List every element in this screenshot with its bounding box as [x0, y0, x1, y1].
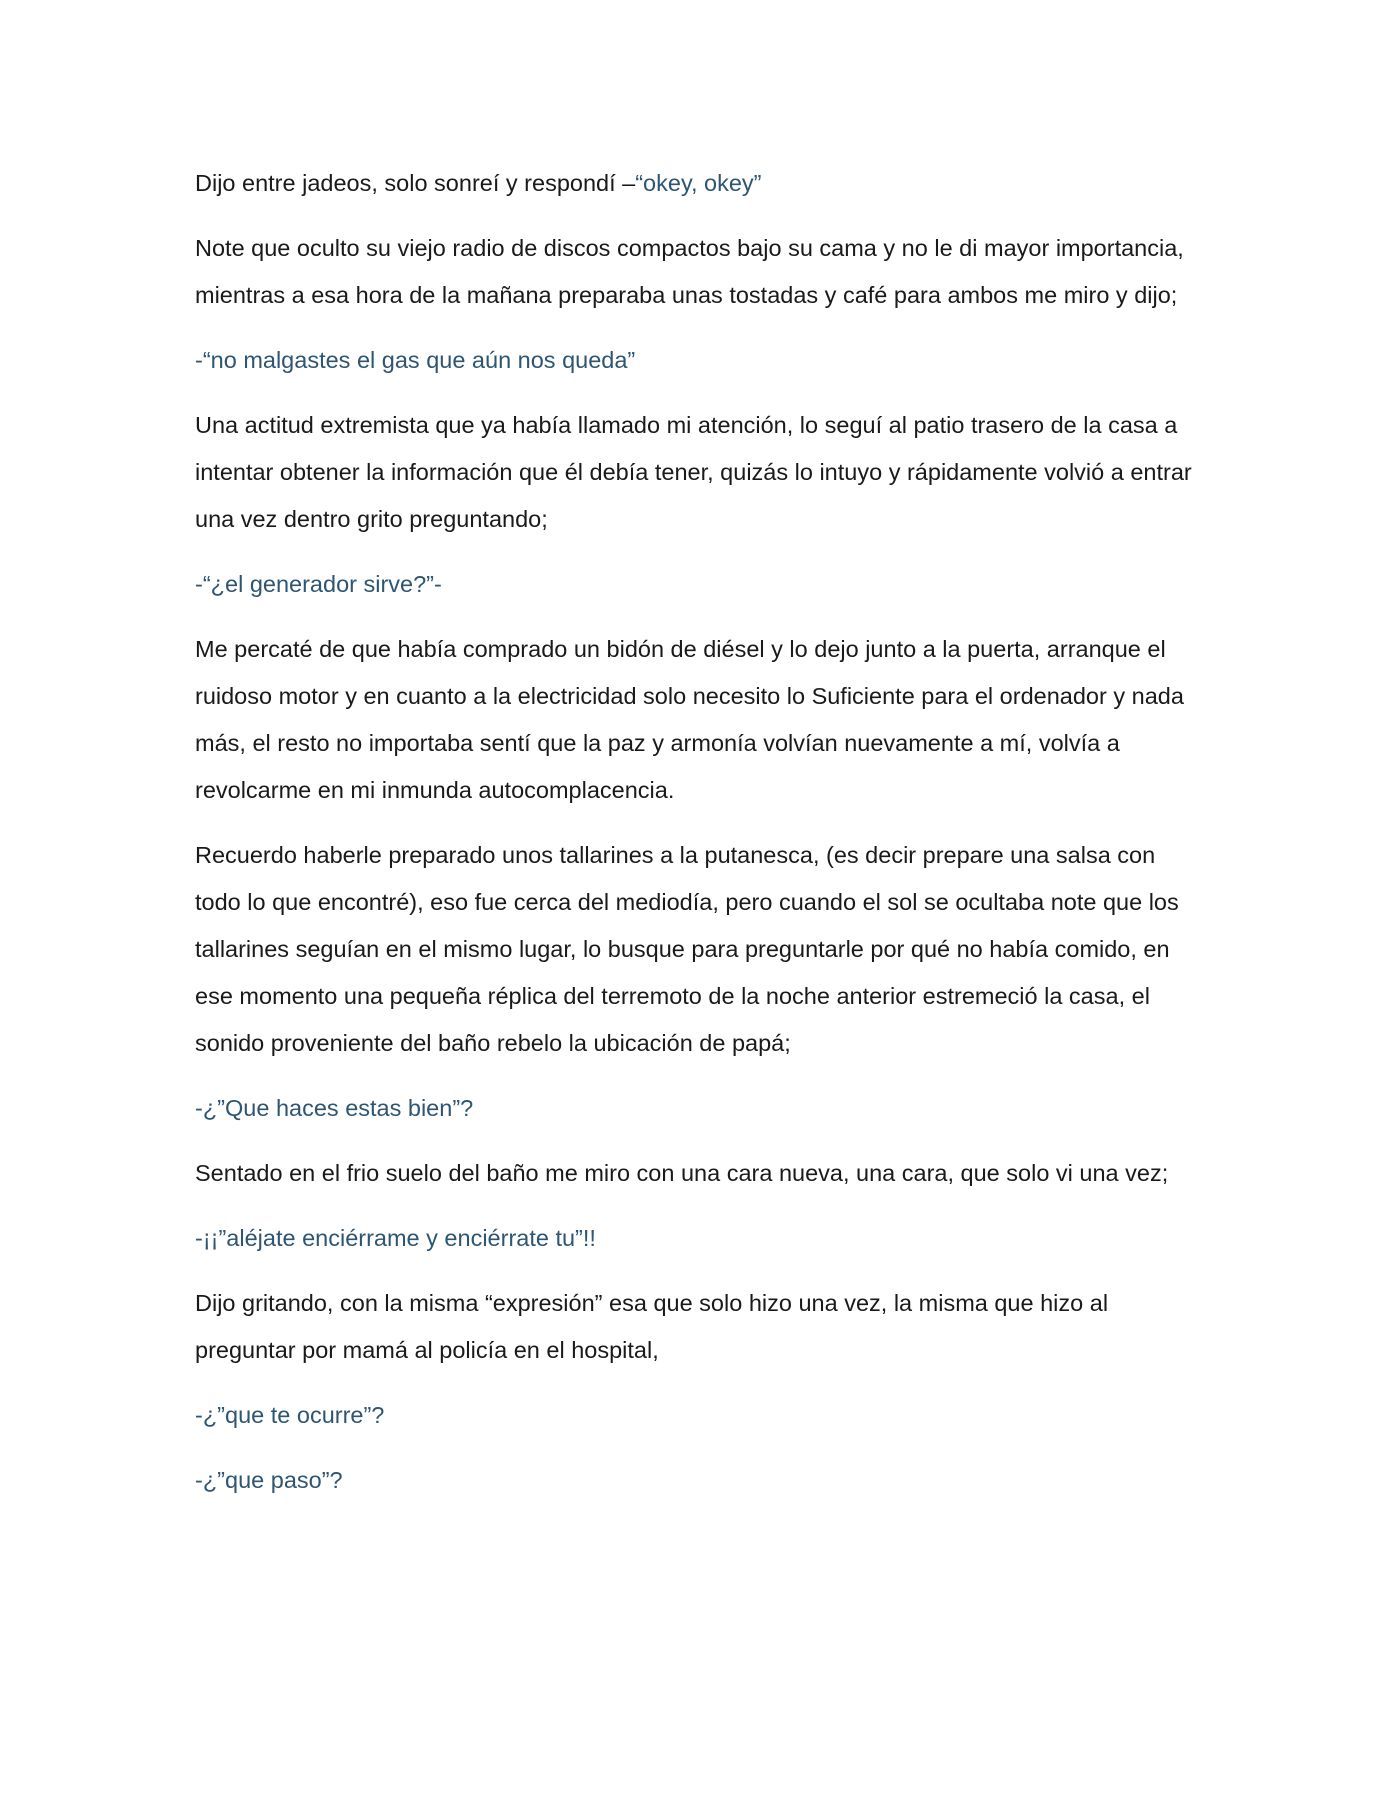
paragraph-4: Me percaté de que había comprado un bidón de diésel y lo dejo junto a la puerta, arranque el ruidoso motor y en cuanto a la electricidad solo necesito lo Suficiente para el ordenador y nada más, el resto no importaba sentí que la paz y armonía volvían nuevamente a mí, volvía a revolcarme en mi inmunda autocomplacencia. [195, 636, 1184, 803]
paragraph-7: Dijo gritando, con la misma “expresión” esa que solo hizo una vez, la misma que hizo al preguntar por mamá al policía en el hospital, [195, 1290, 1109, 1363]
document-body [195, 160, 1205, 1522]
dialog-line-5: -¿”que te ocurre”? [195, 1402, 385, 1428]
dialog-line-1: -“no malgastes el gas que aún nos queda” [195, 347, 636, 373]
paragraph-6: Sentado en el frio suelo del baño me miro con una cara nueva, una cara, que solo vi una vez; [195, 1160, 1169, 1186]
paragraph-1-text: Dijo entre jadeos, solo sonreí y respondí – [195, 170, 636, 196]
dialog-line-3: -¿”Que haces estas bien”? [195, 1095, 474, 1121]
paragraph-2: Note que oculto su viejo radio de discos compactos bajo su cama y no le di mayor importancia, mientras a esa hora de la mañana preparaba unas tostadas y café para ambos me miro y dijo; [195, 235, 1184, 308]
paragraph-1-quote: “okey, okey” [635, 170, 762, 196]
dialog-line-4: -¡¡”aléjate enciérrame y enciérrate tu”!! [195, 1225, 596, 1251]
paragraph-3: Una actitud extremista que ya había llamado mi atención, lo seguí al patio trasero de la casa a intentar obtener la información que él debía tener, quizás lo intuyo y rápidamente volvió a entrar una vez dentro grito preguntando; [195, 412, 1192, 532]
dialog-line-6: -¿”que paso”? [195, 1467, 343, 1493]
paragraph-5: Recuerdo haberle preparado unos tallarines a la putanesca, (es decir prepare una salsa con todo lo que encontré), eso fue cerca del mediodía, pero cuando el sol se ocultaba note que los tallarines seguían en el mismo lugar, lo busque para preguntarle por qué no había comido, en ese momento una pequeña réplica del terremoto de la noche anterior estremeció la casa, el sonido proveniente del baño rebelo la ubicación de papá; [195, 842, 1179, 1056]
dialog-line-2: -“¿el generador sirve?”- [195, 571, 442, 597]
paragraph-1 [195, 160, 1205, 207]
